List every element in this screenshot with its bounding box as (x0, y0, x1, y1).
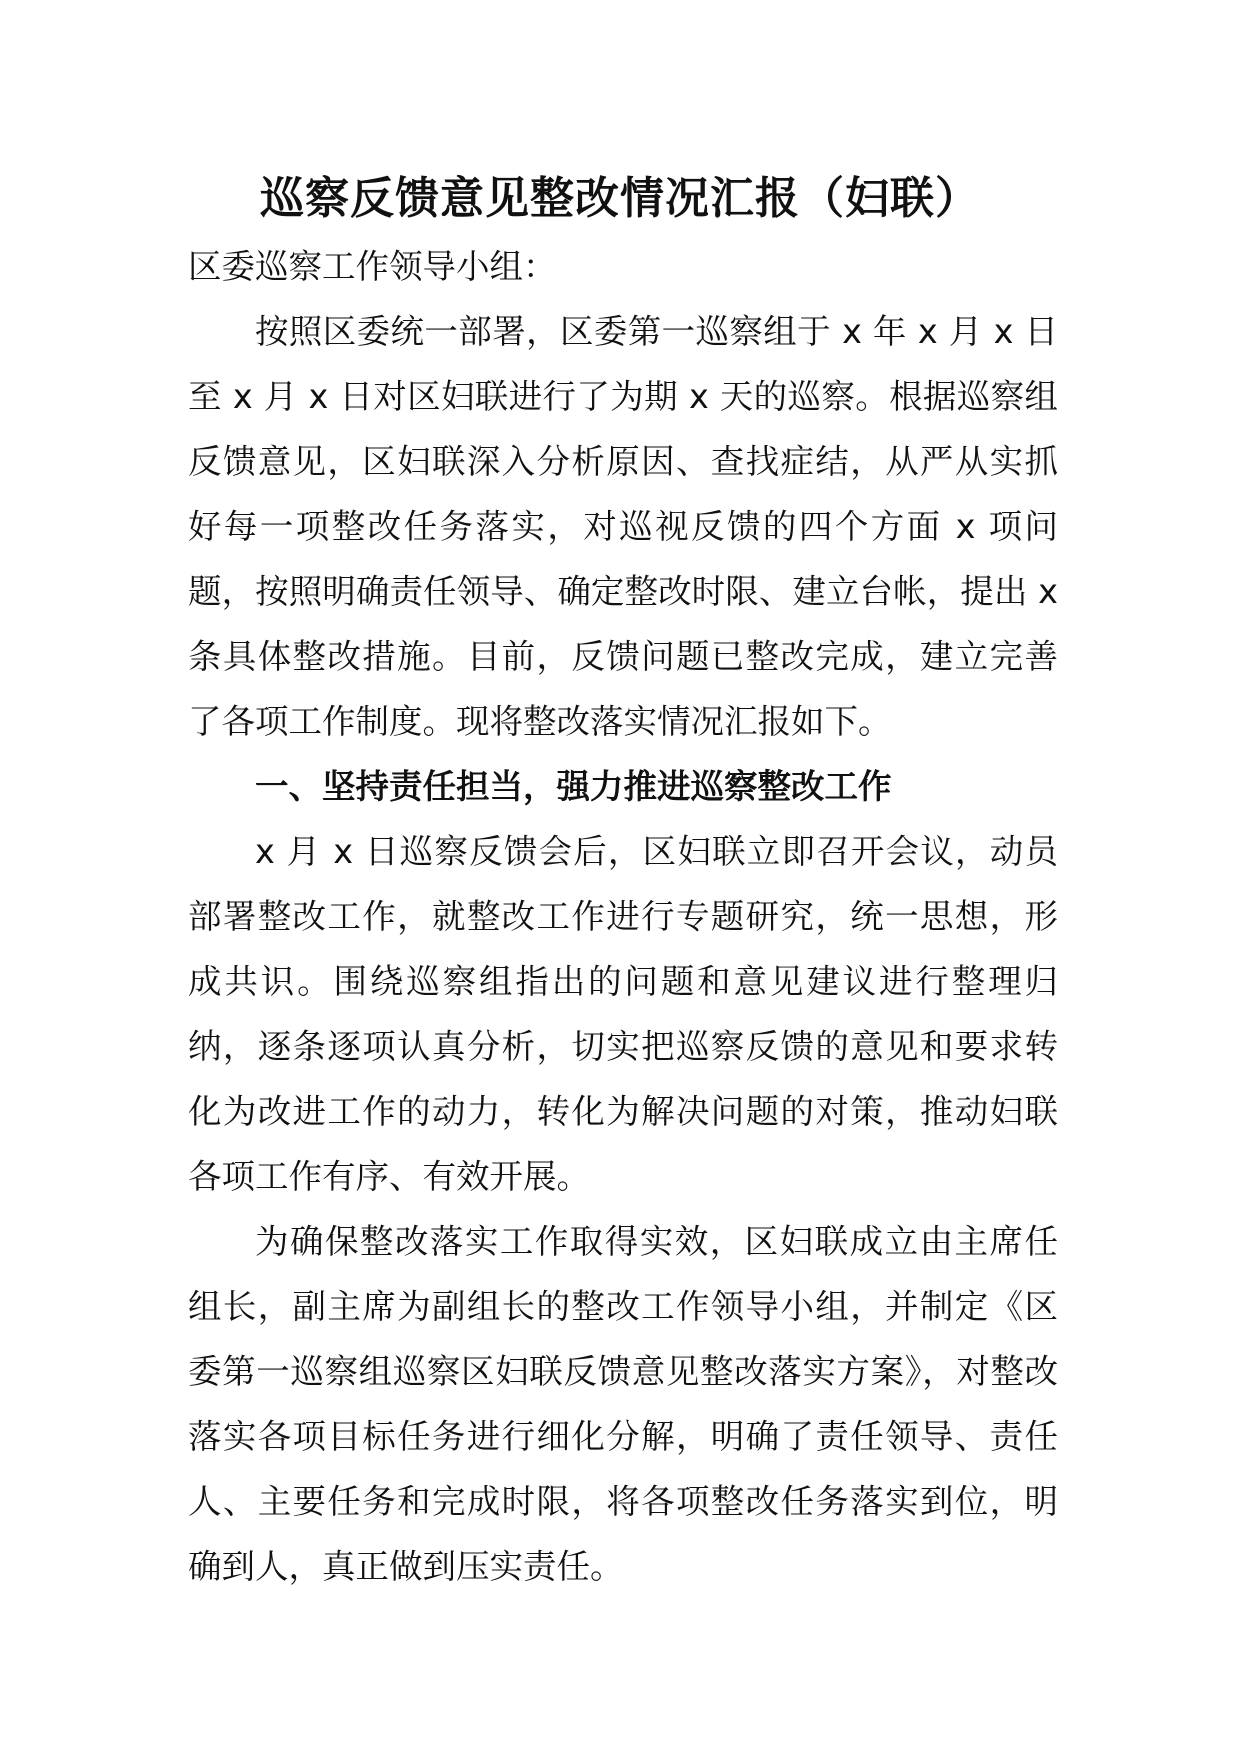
salutation: 区委巡察工作领导小组： (188, 247, 557, 286)
document-body (188, 234, 1058, 1599)
body-paragraph: 为确保整改落实工作取得实效，区妇联成立由主席任组长，副主席为副组长的整改工作领导小组，并制定《区委第一巡察组巡察区妇联反馈意见整改落实方案》，对整改落实各项目标任务进行细化分解，明确了责任领导、责任人、主要任务和完成时限，将各项整改任务落实到位，明确到人，真正做到压实责任。 (188, 1222, 1058, 1586)
body-paragraph: x 月 x 日巡察反馈会后，区妇联立即召开会议，动员部署整改工作，就整改工作进行专题研究，统一思想，形成共识。围绕巡察组指出的问题和意见建议进行整理归纳，逐条逐项认真分析，切实把巡察反馈的意见和要求转化为改进工作的动力，转化为解决问题的对策，推动妇联各项工作有序、有效开展。 (188, 832, 1058, 1196)
intro-paragraph: 按照区委统一部署，区委第一巡察组于 x 年 x 月 x 日至 x 月 x 日对区妇联进行了为期 x 天的巡察。根据巡察组反馈意见，区妇联深入分析原因、查找症结，从严从实抓好每一项整改任务落实，对巡视反馈的四个方面 x 项问题，按照明确责任领导、确定整改时限、建立台帐，提出 x 条具体整改措施。目前，反馈问题已整改完成，建立完善了各项工作制度。现将整改落实情况汇报如下。 (188, 312, 1058, 741)
document-title: 巡察反馈意见整改情况汇报（妇联） (260, 173, 980, 224)
section-heading: 一、坚持责任担当，强力推进巡察整改工作 (255, 767, 892, 806)
